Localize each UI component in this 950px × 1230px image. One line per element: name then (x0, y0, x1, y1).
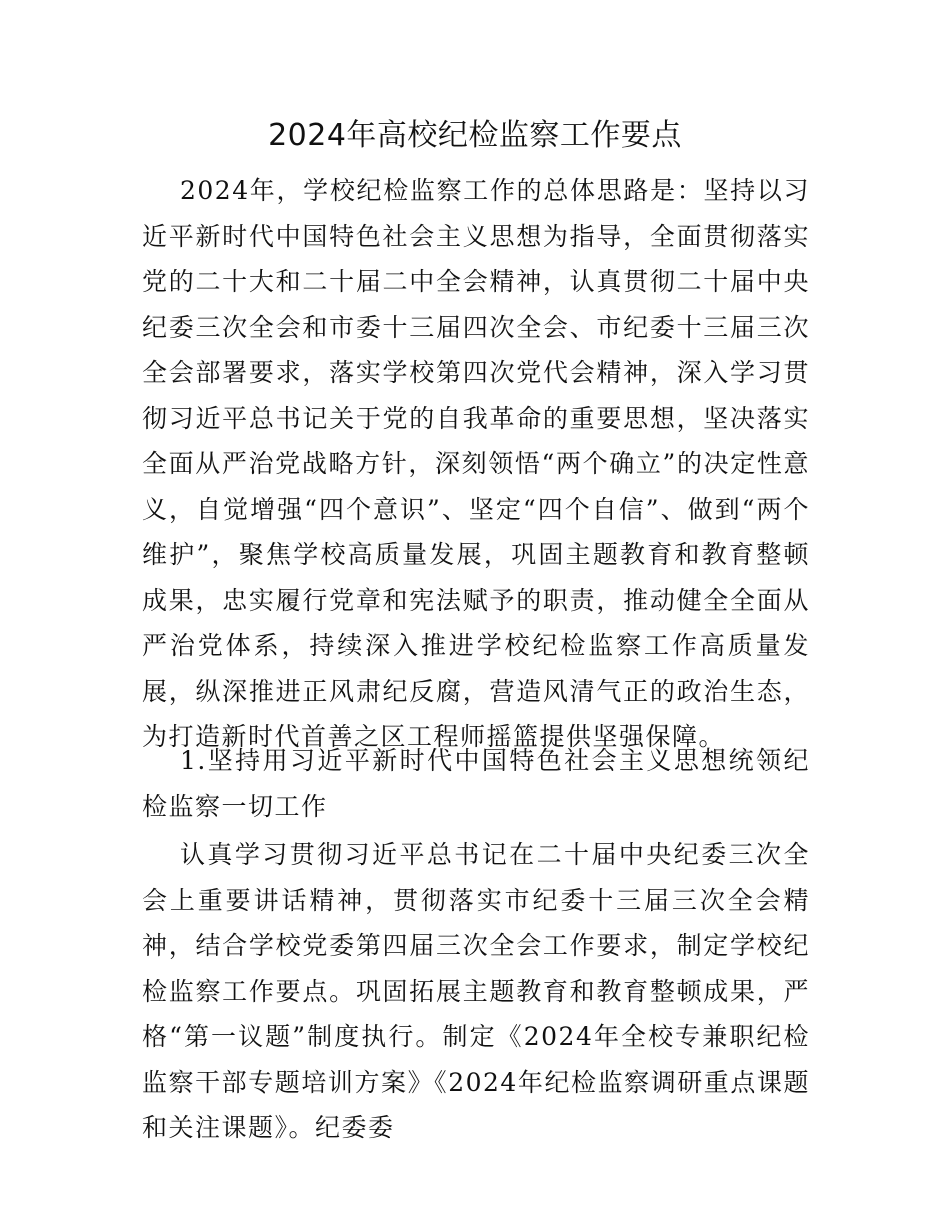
section-1-paragraph: 认真学习贯彻习近平总书记在二十届中央纪委三次全会上重要讲话精神，贯彻落实市纪委十三届三次全会精神，结合学校党委第四届三次全会工作要求，制定学校纪检监察工作要点。巩固拓展主题教育和教育整顿成果，严格“第一议题”制度执行。制定《2024年全校专兼职纪检监察干部专题培训方案》《2024年纪检监察调研重点课题和关注课题》。纪委委 (142, 840, 810, 1142)
intro-paragraph: 2024年，学校纪检监察工作的总体思路是：坚持以习近平新时代中国特色社会主义思想为指导，全面贯彻落实党的二十大和二十届二中全会精神，认真贯彻二十届中央纪委三次全会和市委十三届四次全会、市纪委十三届三次全会部署要求，落实学校第四次党代会精神，深入学习贯彻习近平总书记关于党的自我革命的重要思想，坚决落实全面从严治党战略方针，深刻领悟“两个确立”的决定性意义，自觉增强“四个意识”、坚定“四个自信”、做到“两个维护”，聚焦学校高质量发展，巩固主题教育和教育整顿成果，忠实履行党章和宪法赋予的职责，推动健全全面从严治党体系，持续深入推进学校纪检监察工作高质量发展，纵深推进正风肃纪反腐，营造风清气正的政治生态，为打造新时代首善之区工程师摇篮提供坚强保障。 (142, 176, 810, 751)
document-title: 2024年高校纪检监察工作要点 (268, 118, 682, 153)
section-heading-1: 1.坚持用习近平新时代中国特色社会主义思想统领纪检监察一切工作 (142, 746, 810, 821)
